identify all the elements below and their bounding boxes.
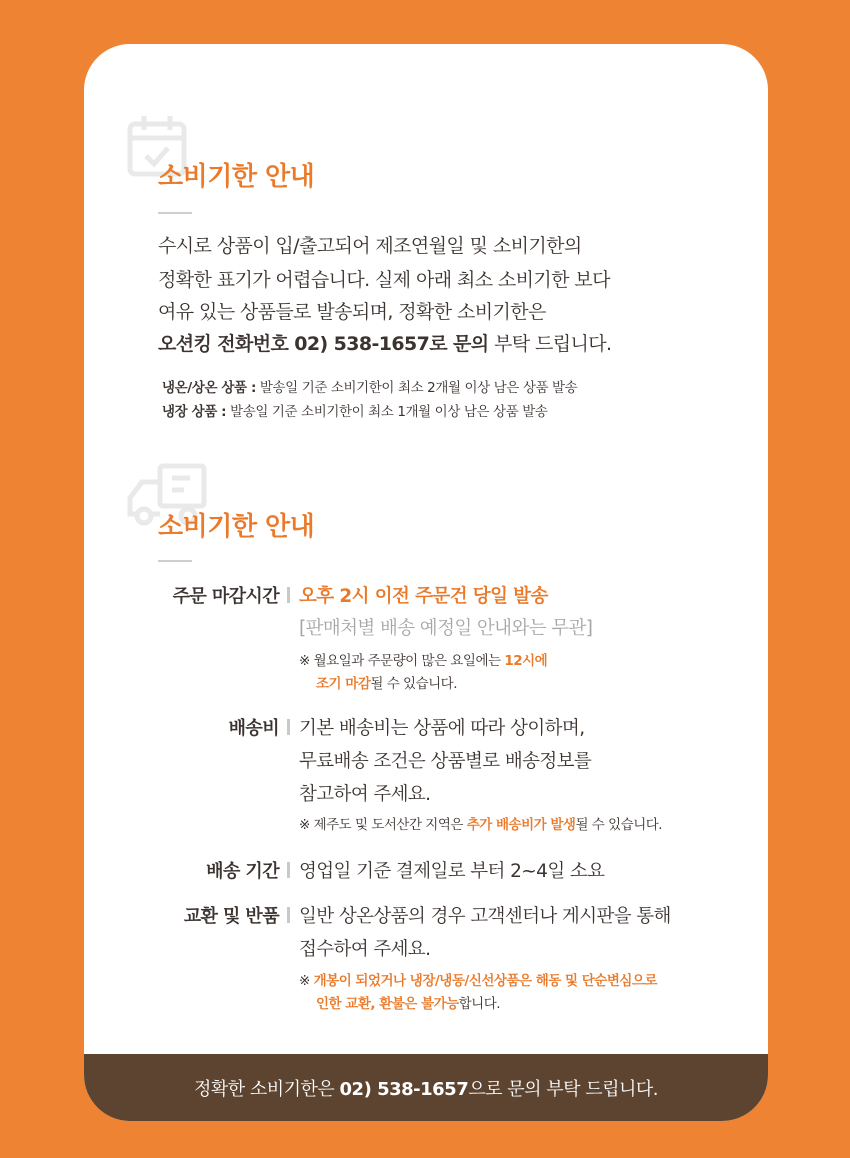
row-separator [287,587,290,603]
section-title: 소비기한 안내 [158,162,315,192]
fee-note: ※ 제주도 및 도서산간 지역은 추가 배송비가 발생될 수 있습니다. [299,817,663,833]
contact-footer [84,1054,768,1121]
intro-line: 오션킹 전화번호 02) 538-1657로 문의 부탁 드립니다. [158,333,612,355]
fee-line: 무료배송 조건은 상품별로 배송정보를 [299,751,592,772]
cutoff-label: 주문 마감시간 [172,586,279,607]
intro-line: 정확한 표기가 어렵습니다. 실제 아래 최소 소비기한 보다 [158,269,610,291]
section-title: 소비기한 안내 [158,512,315,542]
title-divider [158,560,192,562]
row-separator [287,907,290,923]
row-separator [287,862,290,878]
cutoff-sub: [판매처별 배송 예정일 안내와는 무관] [299,618,593,639]
note-frozen: 냉온/상온 상품 : 발송일 기준 소비기한이 최소 2개월 이상 남은 상품 발송 [162,380,578,396]
note-chilled: 냉장 상품 : 발송일 기준 소비기한이 최소 1개월 이상 남은 상품 발송 [162,404,548,420]
returns-note-2: 인한 교환, 환불은 불가능합니다. [316,996,501,1012]
returns-note: ※ 개봉이 되었거나 냉장/냉동/신선상품은 해동 및 단순변심으로 [299,973,657,989]
cutoff-note: ※ 월요일과 주문량이 많은 요일에는 12시에 [299,653,548,669]
fee-label: 배송비 [228,718,279,739]
phone-highlight: 오션킹 전화번호 02) 538-1657로 문의 [158,333,489,355]
info-card [84,44,768,1121]
period-value: 영업일 기준 결제일로 부터 2~4일 소요 [299,861,605,882]
footer-phone: 02) 538-1657 [339,1078,469,1100]
title-divider [158,212,192,214]
intro-line: 수시로 상품이 입/출고되어 제조연월일 및 소비기한의 [158,235,582,257]
fee-line: 참고하여 주세요. [299,784,431,805]
returns-line: 접수하여 주세요. [299,939,431,960]
intro-line: 여유 있는 상품들로 발송되며, 정확한 소비기한은 [158,301,546,323]
cutoff-note-2: 조기 마감될 수 있습니다. [316,676,457,692]
row-separator [287,719,290,735]
period-label: 배송 기간 [206,861,279,882]
returns-line: 일반 상온상품의 경우 고객센터나 게시판을 통해 [299,906,671,927]
returns-label: 교환 및 반품 [183,906,279,927]
fee-line: 기본 배송비는 상품에 따라 상이하며, [299,718,585,739]
footer-text: 정확한 소비기한은 02) 538-1657으로 문의 부탁 드립니다. [193,1078,658,1100]
cutoff-value: 오후 2시 이전 주문건 당일 발송 [299,586,548,607]
